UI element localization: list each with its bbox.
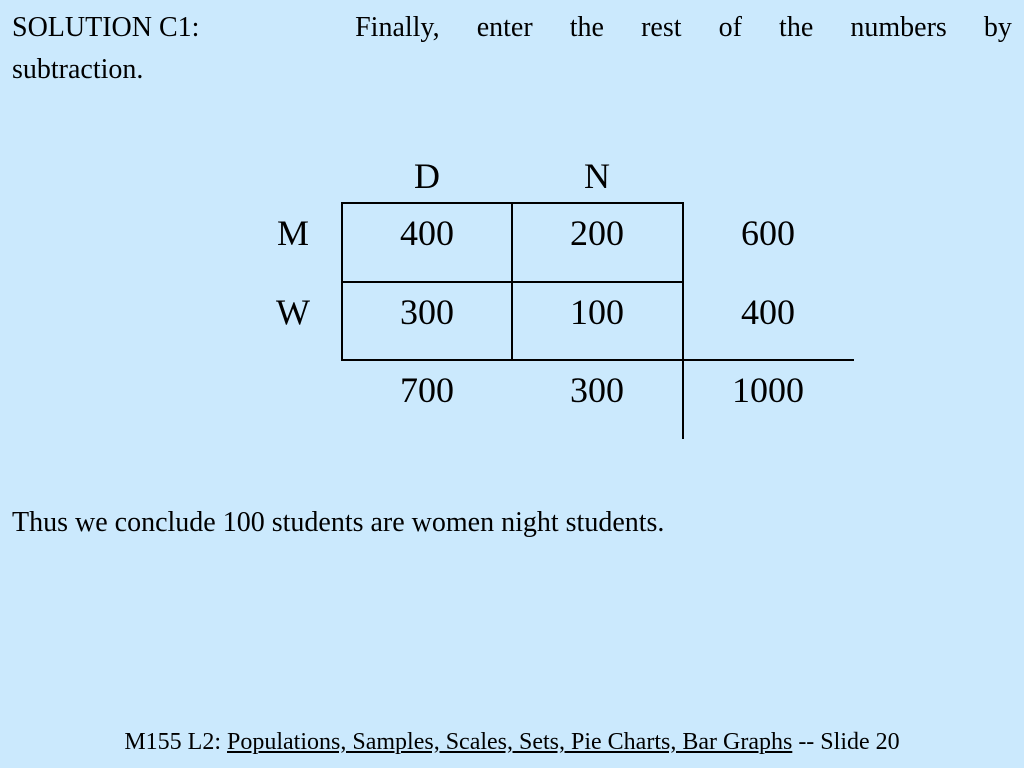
column-total-cell: 300: [570, 370, 624, 410]
table-line: [682, 202, 684, 439]
table-cell: 100: [570, 292, 624, 332]
column-header-d: D: [414, 156, 440, 196]
row-header-w: W: [276, 292, 310, 332]
heading-word: numbers: [850, 12, 947, 43]
footer-slide-number: -- Slide 20: [798, 729, 900, 755]
column-header-n: N: [584, 156, 610, 196]
heading-word: the: [779, 12, 814, 43]
slide-footer: [0, 727, 1024, 757]
row-total-cell: 400: [741, 292, 795, 332]
conclusion-text: Thus we conclude 100 students are women night students.: [12, 507, 665, 538]
table-line: [511, 202, 513, 361]
row-total-cell: 600: [741, 213, 795, 253]
slide-heading: [12, 7, 1012, 91]
column-total-cell: 700: [400, 370, 454, 410]
table-cell: 400: [400, 213, 454, 253]
heading-word: of: [718, 12, 742, 43]
table-line: [341, 359, 854, 361]
table-cell: 200: [570, 213, 624, 253]
heading-line-2: subtraction.: [12, 54, 144, 85]
topic-link[interactable]: Populations, Samples, Scales, Sets, Pie Charts, Bar Graphs: [227, 729, 793, 755]
heading-word: Finally,: [355, 12, 440, 43]
table-cell: 300: [400, 292, 454, 332]
solution-label: SOLUTION C1:: [12, 12, 200, 43]
heading-word: rest: [641, 12, 682, 43]
table-line: [341, 202, 343, 361]
heading-word: the: [569, 12, 604, 43]
heading-line-1: [12, 7, 1012, 49]
footer-prefix: M155 L2:: [124, 729, 222, 755]
grand-total-cell: 1000: [732, 370, 804, 410]
row-header-m: M: [276, 213, 309, 253]
heading-word: by: [983, 12, 1012, 43]
heading-word: enter: [476, 12, 533, 43]
